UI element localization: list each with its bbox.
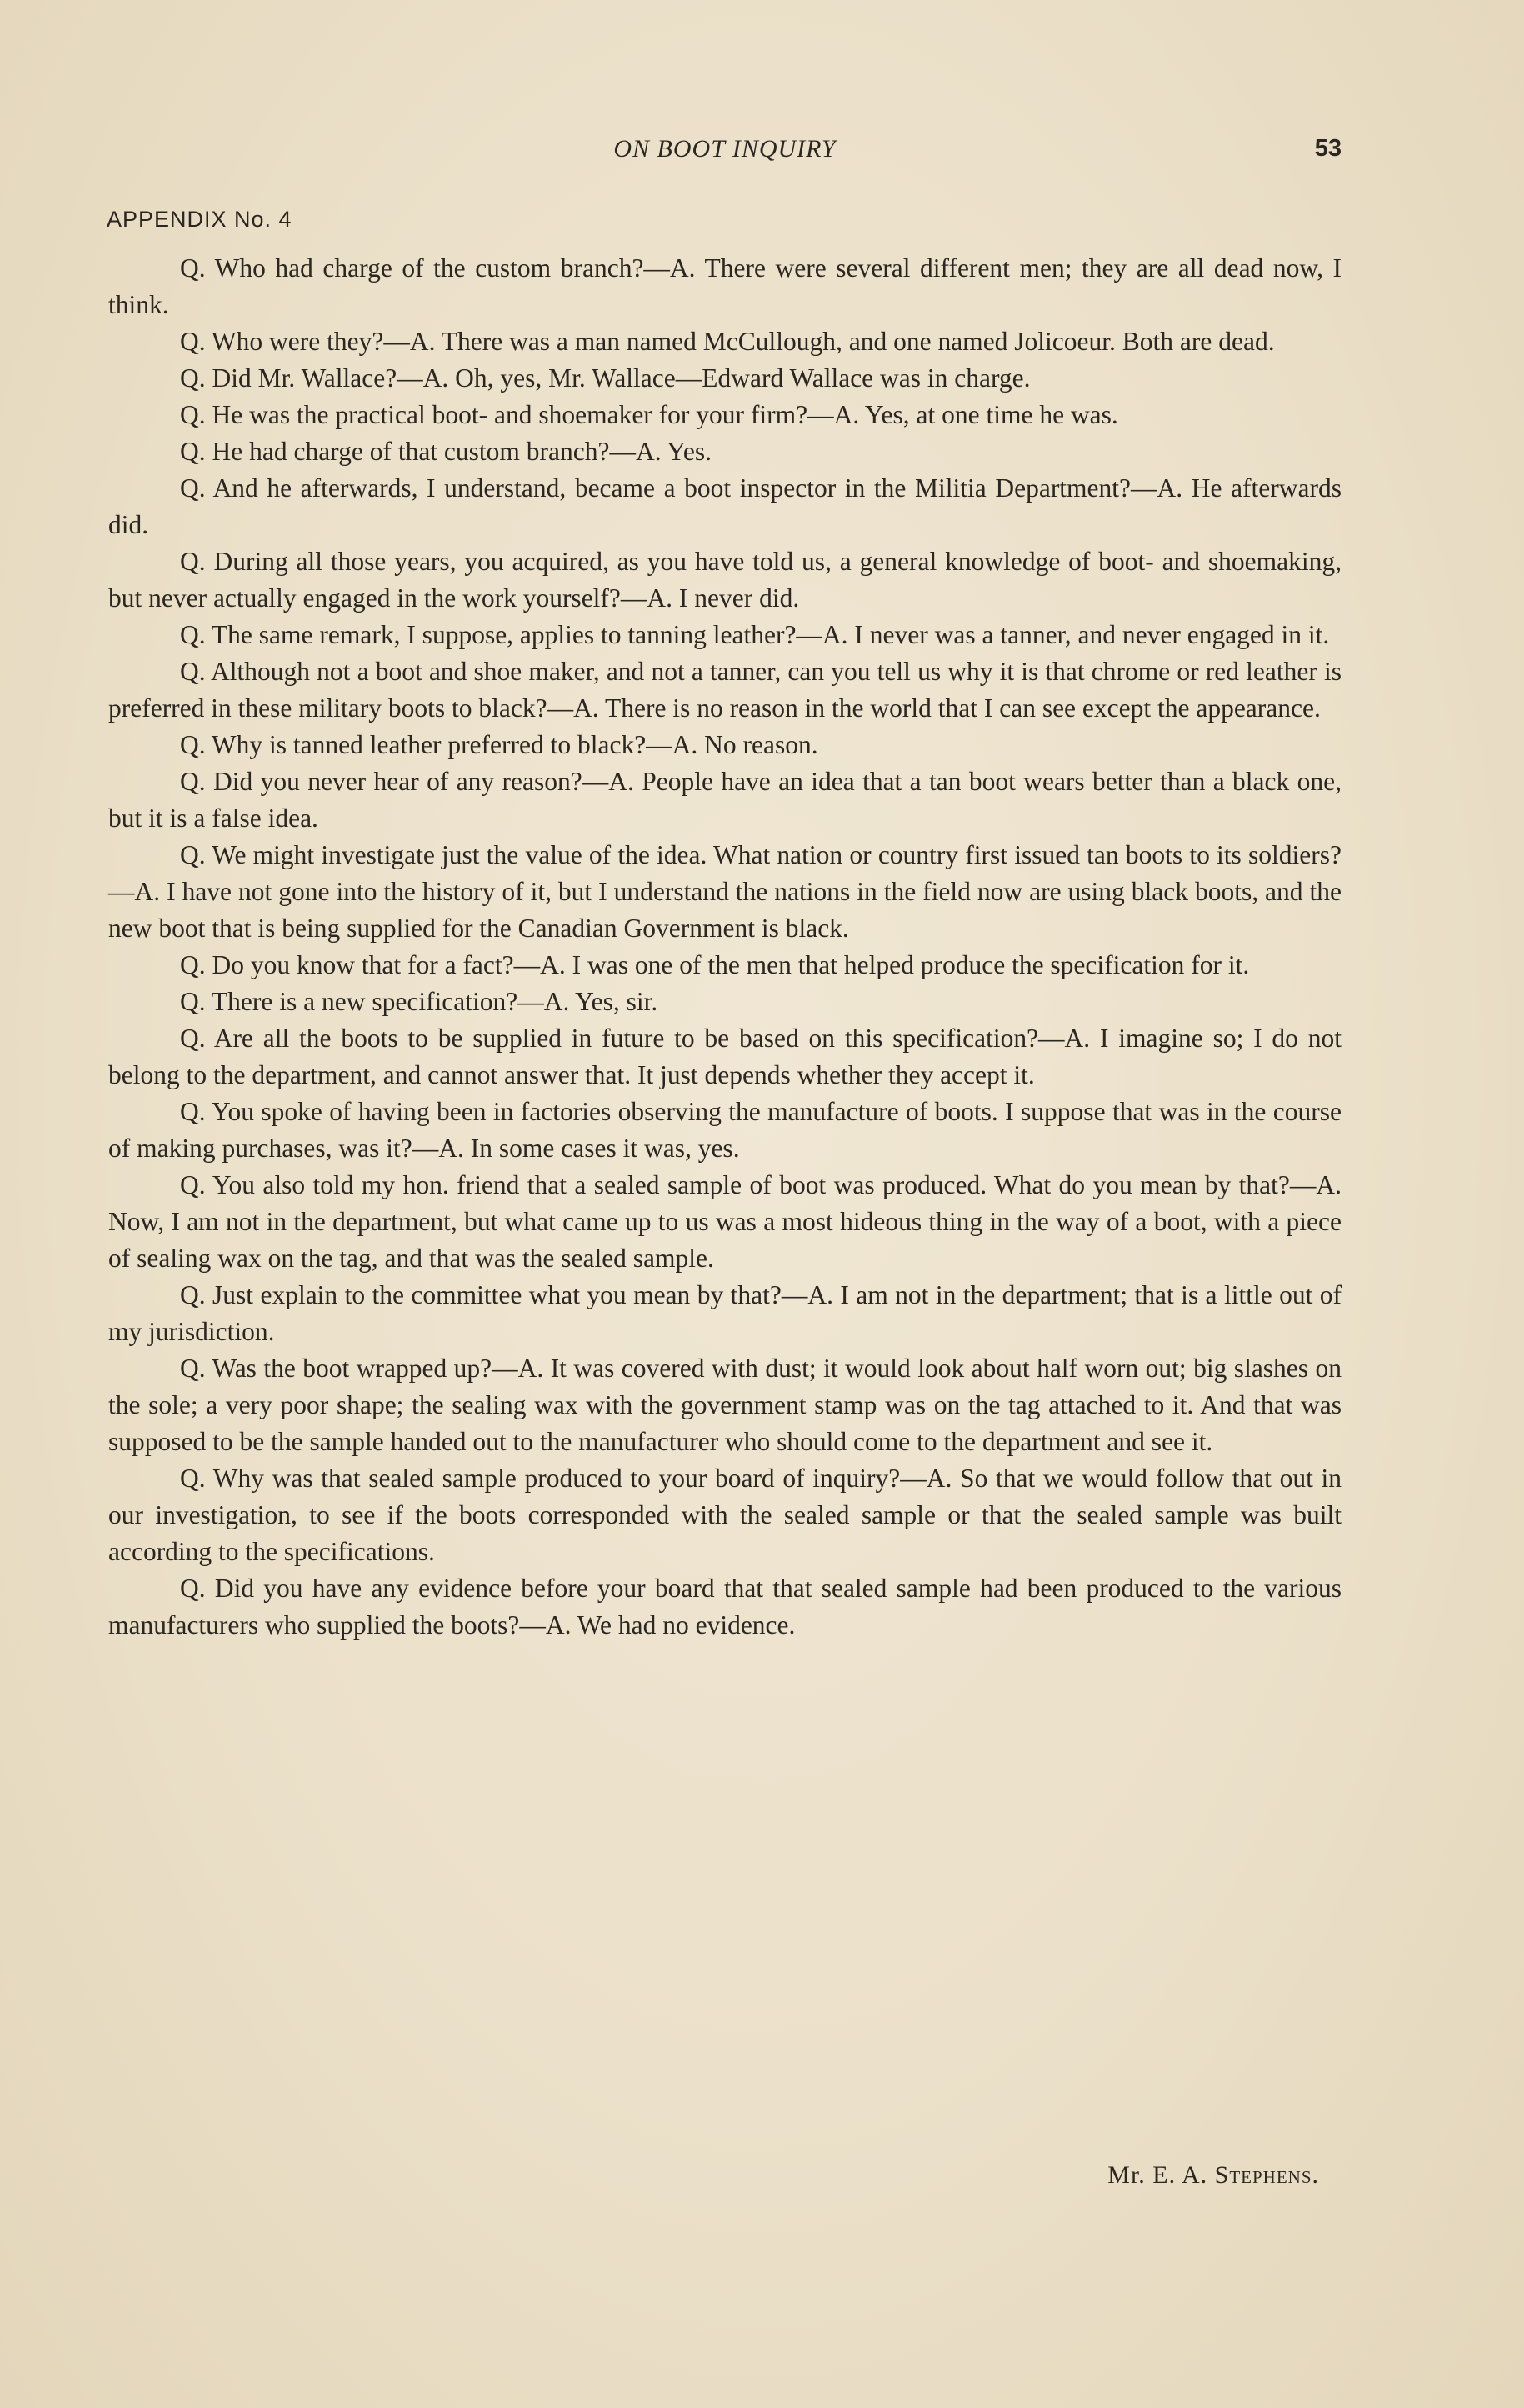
paragraph: Q. Just explain to the committee what you mean by that?—A. I am not in the department; that is a little out of my jurisdiction. xyxy=(108,1280,1342,1346)
paragraph: Q. There is a new specification?—A. Yes, sir. xyxy=(180,987,658,1016)
paragraph: Q. And he afterwards, I understand, became a boot inspector in the Militia Department?—A. He afterwards did. xyxy=(108,473,1342,539)
page-number: 53 xyxy=(1314,135,1342,162)
paragraph: Q. Are all the boots to be supplied in future to be based on this specification?—A. I imagine so; I do not belong to the department, and cannot answer that. It just depends whether they accept it. xyxy=(108,1024,1342,1089)
paragraph: Q. The same remark, I suppose, applies to tanning leather?—A. I never was a tanner, and never engaged in it. xyxy=(180,620,1330,649)
paragraph: Q. Did you never hear of any reason?—A. People have an idea that a tan boot wears better than a black one, but it is a false idea. xyxy=(108,767,1342,833)
signature-surname: Stephens. xyxy=(1214,2161,1319,2189)
paragraph: Q. Do you know that for a fact?—A. I was one of the men that helped produce the specification for it. xyxy=(180,950,1250,979)
paragraph: Q. You spoke of having been in factories observing the manufacture of boots. I suppose that was in the course of making purchases, was it?—A. In some cases it was, yes. xyxy=(108,1097,1342,1163)
transcript-body xyxy=(108,250,1342,1644)
running-header xyxy=(108,135,1342,168)
paragraph: Q. Although not a boot and shoe maker, and not a tanner, can you tell us why it is that chrome or red leather is preferred in these military boots to black?—A. There is no reason in the world that I can see except the appearance. xyxy=(108,657,1342,723)
paragraph: Q. Did Mr. Wallace?—A. Oh, yes, Mr. Wallace—Edward Wallace was in charge. xyxy=(180,363,1031,393)
running-title: ON BOOT INQUIRY xyxy=(613,135,837,163)
paragraph: Q. Why is tanned leather preferred to black?—A. No reason. xyxy=(180,730,818,759)
paragraph: Q. Why was that sealed sample produced to your board of inquiry?—A. So that we would follow that out in our investigation, to see if the boots corresponded with the sealed sample or that the sealed sample was built according to the specifications. xyxy=(108,1464,1342,1566)
appendix-label: APPENDIX No. 4 xyxy=(107,207,292,232)
paragraph: Q. Who had charge of the custom branch?—A. There were several different men; they are all dead now, I think. xyxy=(108,253,1342,319)
paragraph: Q. We might investigate just the value of the idea. What nation or country first issued tan boots to its soldiers?—A. I have not gone into the history of it, but I understand the nations in the field now are using black boots, and the new boot that is being supplied for the Canadian Government is black. xyxy=(108,840,1342,943)
paragraph: Q. Was the boot wrapped up?—A. It was covered with dust; it would look about half worn out; big slashes on the sole; a very poor shape; the sealing wax with the government stamp was on the tag attached to it. And that was supposed to be the sample handed out to the manufacturer who should come to the department and see it. xyxy=(108,1354,1342,1456)
paragraph: Q. Did you have any evidence before your board that that sealed sample had been produced to the various manufacturers who supplied the boots?—A. We had no evidence. xyxy=(108,1574,1342,1640)
paragraph: Q. Who were they?—A. There was a man named McCullough, and one named Jolicoeur. Both are dead. xyxy=(180,327,1275,356)
witness-signature xyxy=(1107,2161,1319,2190)
paragraph: Q. You also told my hon. friend that a sealed sample of boot was produced. What do you mean by that?—A. Now, I am not in the department, but what came up to us was a most hideous thing in the way of a boot, with a piece of sealing wax on the tag, and that was the sealed sample. xyxy=(108,1170,1342,1273)
paragraph: Q. He had charge of that custom branch?—A. Yes. xyxy=(180,437,712,466)
paragraph: Q. During all those years, you acquired, as you have told us, a general knowledge of boot- and shoemaking, but never actually engaged in the work yourself?—A. I never did. xyxy=(108,547,1342,613)
signature-prefix: Mr. E. A. xyxy=(1107,2161,1208,2189)
paragraph: Q. He was the practical boot- and shoemaker for your firm?—A. Yes, at one time he was. xyxy=(180,400,1118,429)
